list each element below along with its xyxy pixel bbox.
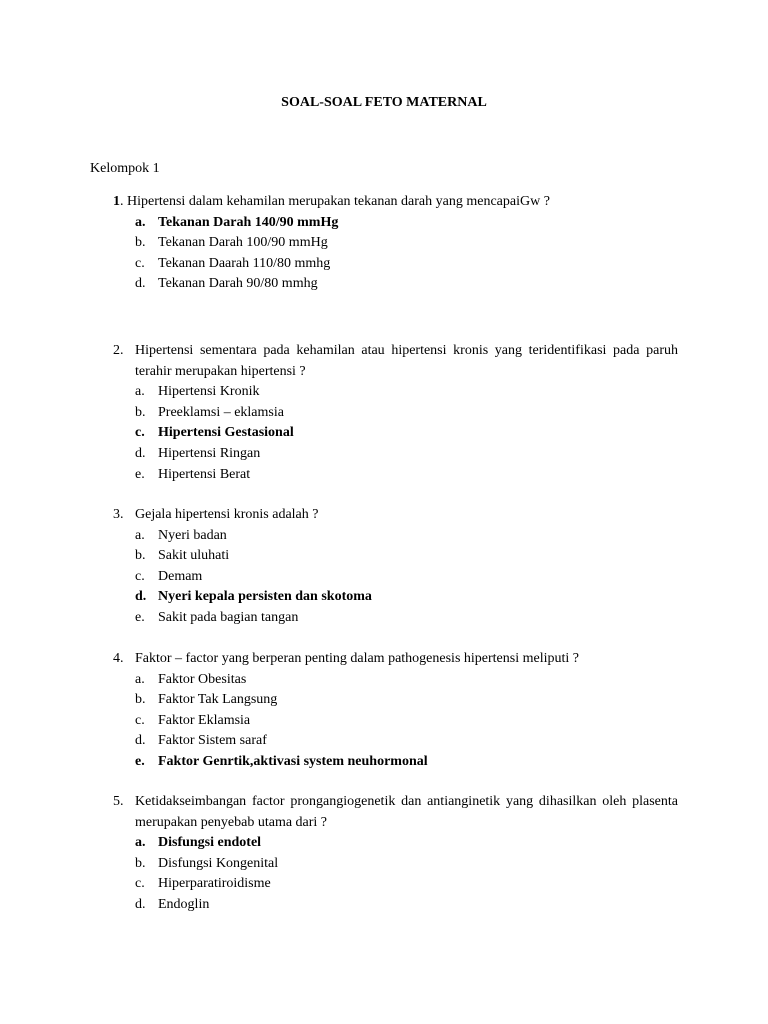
question-number: 1: [113, 194, 120, 209]
option-text: Disfungsi endotel: [158, 835, 262, 851]
option-c: [135, 423, 678, 444]
option-c: [135, 874, 678, 895]
option-text: Hipertensi Kronik: [158, 384, 260, 400]
option-letter: c.: [135, 255, 145, 271]
option-e: [135, 465, 678, 486]
question-2: [113, 341, 678, 485]
question-line: [113, 792, 678, 833]
question-line: [113, 649, 678, 670]
option-b: [135, 233, 678, 254]
option-d: [135, 731, 678, 752]
option-a: [135, 213, 678, 234]
question-text: Gejala hipertensi kronis adalah ?: [135, 507, 319, 522]
option-letter: a.: [135, 384, 145, 400]
option-letter: d.: [135, 589, 147, 605]
question-number: 5.: [113, 794, 124, 809]
option-a: [135, 526, 678, 547]
option-c: [135, 711, 678, 732]
option-list: [113, 526, 678, 629]
question-text: Ketidakseimbangan factor prongangiogenetik dan antianginetik yang dihasilkan oleh plasenta merupakan penyebab utama dari ?: [135, 794, 678, 830]
question-text: Faktor – factor yang berperan penting dalam pathogenesis hipertensi meliputi ?: [135, 651, 579, 666]
question-line: [113, 192, 678, 213]
option-text: Hiperparatiroidisme: [158, 876, 271, 892]
option-d: [135, 274, 678, 295]
option-text: Tekanan Darah 90/80 mmhg: [158, 276, 318, 292]
question-text: Hipertensi sementara pada kehamilan atau hipertensi kronis yang teridentifikasi pada paruh terahir merupakan hipertensi ?: [135, 343, 678, 379]
option-list: [113, 213, 678, 295]
question-number: 2.: [113, 343, 124, 358]
option-letter: d.: [135, 733, 146, 749]
page-title: SOAL-SOAL FETO MATERNAL: [281, 95, 487, 110]
option-letter: b.: [135, 235, 146, 251]
option-letter: a.: [135, 214, 146, 230]
option-b: [135, 403, 678, 424]
option-letter: d.: [135, 276, 146, 292]
option-letter: c.: [135, 425, 145, 441]
option-e: [135, 752, 678, 773]
question-text: [113, 192, 678, 213]
option-text: Sakit pada bagian tangan: [158, 609, 299, 625]
option-text: Faktor Obesitas: [158, 671, 247, 687]
option-letter: b.: [135, 548, 146, 564]
option-text: Faktor Tak Langsung: [158, 692, 278, 708]
question-4: [113, 649, 678, 773]
option-text: Tekanan Daarah 110/80 mmhg: [158, 255, 331, 271]
option-text: Preeklamsi – eklamsia: [158, 404, 284, 420]
option-a: [135, 670, 678, 691]
option-text: Disfungsi Kongenital: [158, 855, 279, 871]
question-line: [113, 341, 678, 382]
option-text: Hipertensi Ringan: [158, 445, 261, 461]
option-letter: d.: [135, 896, 146, 912]
option-letter: a.: [135, 671, 145, 687]
question-number: 4.: [113, 651, 124, 666]
option-letter: e.: [135, 753, 145, 769]
option-c: [135, 254, 678, 275]
option-text: Hipertensi Gestasional: [158, 425, 294, 441]
question-5: [113, 792, 678, 916]
option-b: [135, 854, 678, 875]
option-list: [113, 833, 678, 915]
option-text: Demam: [158, 568, 203, 584]
option-list: [113, 670, 678, 773]
option-letter: e.: [135, 466, 145, 482]
option-letter: a.: [135, 527, 145, 543]
option-letter: b.: [135, 855, 146, 871]
option-a: [135, 833, 678, 854]
option-text: Nyeri kepala persisten dan skotoma: [158, 589, 372, 605]
option-letter: d.: [135, 445, 146, 461]
question-line: [113, 505, 678, 526]
option-c: [135, 567, 678, 588]
option-text: Nyeri badan: [158, 527, 227, 543]
option-text: Endoglin: [158, 896, 210, 912]
question-body: . Hipertensi dalam kehamilan merupakan tekanan darah yang mencapaiGw ?: [120, 194, 550, 209]
option-letter: c.: [135, 876, 145, 892]
option-text: Tekanan Darah 100/90 mmHg: [158, 235, 328, 251]
question-1: [113, 192, 678, 295]
option-text: Faktor Eklamsia: [158, 712, 251, 728]
option-letter: b.: [135, 404, 146, 420]
option-text: Faktor Sistem saraf: [158, 733, 267, 749]
option-letter: c.: [135, 568, 145, 584]
option-letter: a.: [135, 835, 146, 851]
option-letter: b.: [135, 692, 146, 708]
option-letter: e.: [135, 609, 145, 625]
option-letter: c.: [135, 712, 145, 728]
option-text: Faktor Genrtik,aktivasi system neuhormonal: [158, 753, 428, 769]
option-d: [135, 444, 678, 465]
option-d: [135, 587, 678, 608]
option-list: [113, 382, 678, 485]
option-text: Sakit uluhati: [158, 548, 230, 564]
option-text: Hipertensi Berat: [158, 466, 251, 482]
option-e: [135, 608, 678, 629]
option-text: Tekanan Darah 140/90 mmHg: [158, 214, 339, 230]
question-number: 3.: [113, 507, 124, 522]
option-b: [135, 690, 678, 711]
option-b: [135, 546, 678, 567]
option-a: [135, 382, 678, 403]
question-3: [113, 505, 678, 629]
option-d: [135, 895, 678, 916]
group-label: Kelompok 1: [90, 161, 160, 176]
